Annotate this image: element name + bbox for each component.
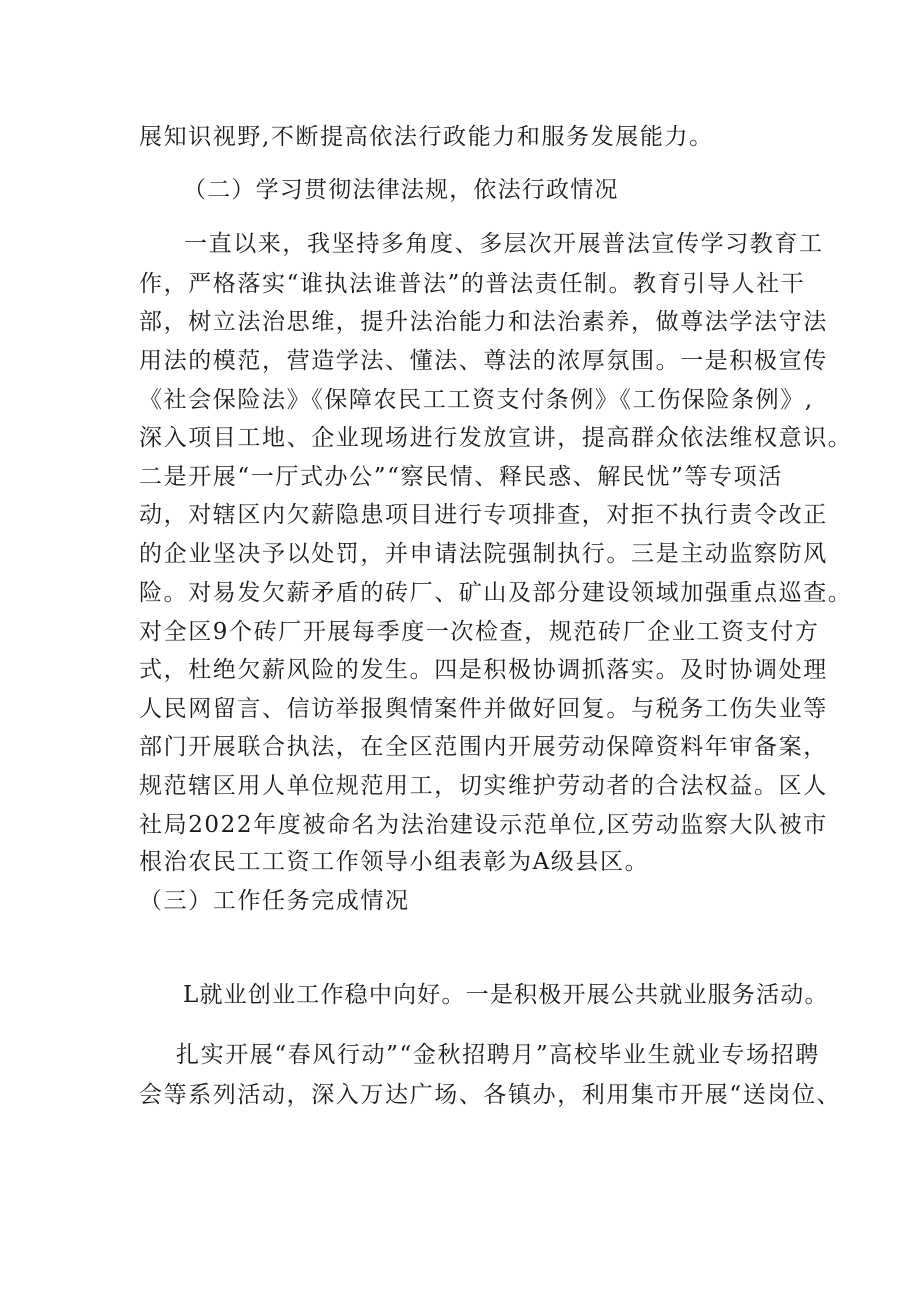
body-text-line: 作，严格落实“谁执法谁普法”的普法责任制。教育引导人社干	[139, 271, 806, 297]
body-text-line: 会等系列活动，深入万达广场、各镇办，利用集市开展“送岗位、	[139, 1082, 842, 1108]
body-text-line: 险。对易发欠薪矛盾的砖厂、矿山及部分建设领域加强重点巡查。	[139, 580, 853, 606]
body-text-line: 社局2022年度被命名为法治建设示范单位,区劳动监察大队被市	[139, 812, 828, 838]
body-text-line: 展知识视野,不断提高依法行政能力和服务发展能力。	[139, 124, 714, 150]
section-heading: （二）学习贯彻法律法规，依法行政情况	[183, 177, 619, 203]
body-text-line: 部门开展联合执法，在全区范围内开展劳动保障资料年审备案，	[139, 734, 828, 760]
body-text-line: 扎实开展“春风行动”“金秋招聘月”高校毕业生就业专场招聘	[176, 1042, 820, 1068]
section-heading: L就业创业工作稳中向好。一是积极开展公共就业服务活动。	[183, 982, 829, 1008]
body-text-line: 《社会保险法》《保障农民工工资支付条例》《工伤保险条例》,	[139, 387, 814, 413]
body-text-line: 一直以来，我坚持多角度、多层次开展普法宣传学习教育工	[184, 231, 824, 257]
body-text-line: 用法的模范，营造学法、懂法、尊法的浓厚氛围。一是积极宣传	[139, 348, 828, 374]
body-text-line: 规范辖区用人单位规范用工，切实维护劳动者的合法权益。区人	[139, 773, 828, 799]
body-text-line: 动，对辖区内欠薪隐患项目进行专项排查，对拒不执行责令改正	[139, 502, 828, 528]
body-text-line: 式，杜绝欠薪风险的发生。四是积极协调抓落实。及时协调处理	[139, 657, 828, 683]
body-text-line: 根治农民工工资工作领导小组表彰为A级县区。	[139, 849, 650, 875]
body-text-line: （三）工作任务完成情况	[139, 888, 410, 914]
body-text-line: 部，树立法治思维，提升法治能力和法治素养，做尊法学法守法	[139, 309, 828, 335]
body-text-line: 深入项目工地、企业现场进行发放宣讲，提高群众依法维权意识。	[139, 425, 853, 451]
body-text-line: 对全区9个砖厂开展每季度一次检查，规范砖厂企业工资支付方	[139, 619, 820, 645]
body-text-line: 二是开展“一厅式办公”“察民情、释民惑、解民忧”等专项活	[139, 464, 783, 490]
body-text-line: 人民网留言、信访举报舆情案件并做好回复。与税务工伤失业等	[139, 696, 828, 722]
body-text-line: 的企业坚决予以处罚，并申请法院强制执行。三是主动监察防风	[139, 541, 828, 567]
